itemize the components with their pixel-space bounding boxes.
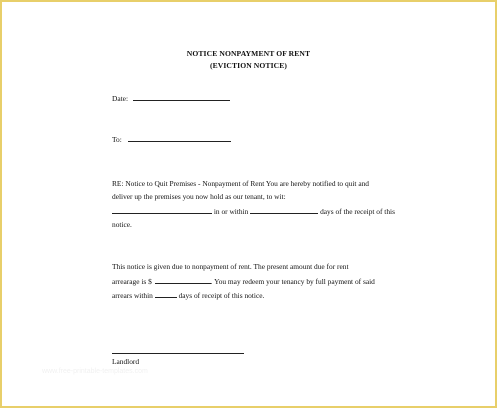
paragraph2-line2 bbox=[112, 277, 375, 285]
arrears-days-blank bbox=[155, 291, 177, 298]
arrears-within-text: arrears within bbox=[112, 291, 153, 300]
arrearage-text: arrearage is $ bbox=[112, 277, 152, 286]
date-label: Date: bbox=[112, 94, 129, 103]
to-label: To: bbox=[112, 135, 122, 144]
within-text: in or within bbox=[213, 207, 249, 216]
arrears-days-text: days of receipt of this notice. bbox=[178, 291, 265, 300]
to-line bbox=[112, 135, 231, 143]
landlord-label: Landlord bbox=[112, 357, 140, 366]
days-blank bbox=[250, 207, 318, 214]
amount-blank bbox=[155, 277, 211, 284]
watermark-text: www.free-printable-templates.com bbox=[42, 368, 148, 375]
notice-title: NOTICE NONPAYMENT OF RENT bbox=[186, 49, 311, 58]
paragraph1-line3 bbox=[112, 207, 395, 215]
signature-line bbox=[112, 353, 244, 354]
premises-blank bbox=[112, 207, 212, 214]
redeem-text: . You may redeem your tenancy by full payment of said bbox=[210, 277, 375, 286]
paragraph1-line1: RE: Notice to Quit Premises - Nonpayment of Rent You are hereby notified to quit and bbox=[112, 179, 369, 188]
paragraph2-line1: This notice is given due to nonpayment of rent. The present amount due for rent bbox=[112, 262, 349, 271]
to-blank bbox=[128, 135, 231, 142]
date-line bbox=[112, 94, 230, 102]
days-receipt-text: days of the receipt of this bbox=[320, 207, 395, 216]
notice-subtitle: (EVICTION NOTICE) bbox=[209, 61, 287, 70]
paragraph1-line4: notice. bbox=[112, 220, 132, 229]
paragraph2-line3 bbox=[112, 291, 264, 299]
paragraph1-line2: deliver up the premises you now hold as our tenant, to wit: bbox=[112, 192, 286, 201]
date-blank bbox=[133, 94, 230, 101]
